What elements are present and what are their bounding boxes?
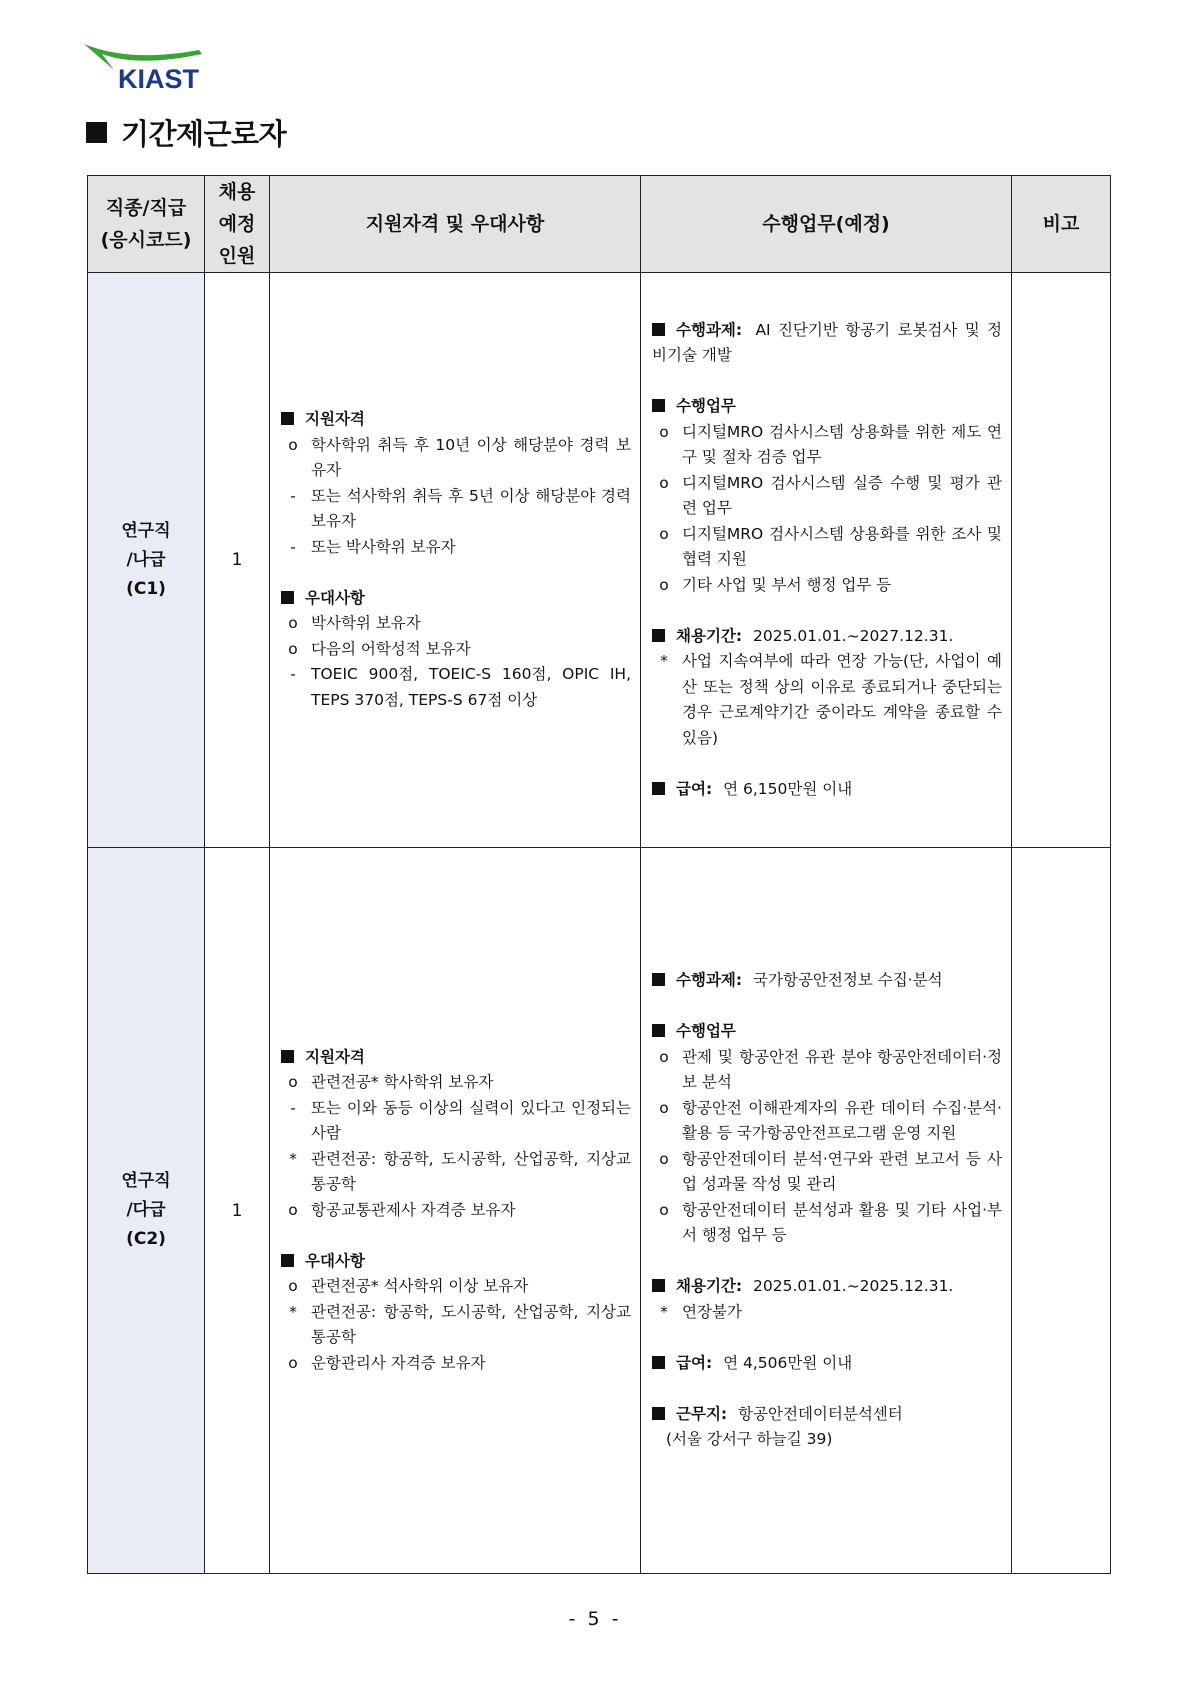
section-title: 급여: 연 4,506만원 이내 <box>652 1351 1002 1377</box>
square-bullet-icon <box>281 1254 294 1267</box>
list-item: - TOEIC 900점, TOEIC-S 160점, OPIC IH, TEPS 370점, TEPS-S 67점 이상 <box>281 662 631 713</box>
list-item: o 관련전공* 학사학위 보유자 <box>281 1070 631 1096</box>
square-bullet-icon <box>86 122 107 143</box>
remark-cell <box>1012 848 1111 1574</box>
section-title: 수행과제: AI 진단기반 항공기 로봇검사 및 정비기술 개발 <box>652 320 1002 365</box>
bullet-marker: o <box>288 435 298 454</box>
section-title: 지원자격 <box>281 407 631 433</box>
square-bullet-icon <box>652 629 665 642</box>
bullet-marker: o <box>659 1047 669 1066</box>
list-item: o 관제 및 항공안전 유관 분야 항공안전데이터·정보 분석 <box>652 1045 1002 1096</box>
bullet-marker: - <box>290 1098 296 1117</box>
square-bullet-icon <box>281 591 294 604</box>
section-title: 급여: 연 6,150만원 이내 <box>652 777 1002 803</box>
bullet-marker: - <box>290 537 296 556</box>
list-item: o 학사학위 취득 후 10년 이상 해당분야 경력 보유자 <box>281 433 631 484</box>
list-item: o 디지털MRO 검사시스템 실증 수행 및 평가 관련 업무 <box>652 471 1002 522</box>
list-item: * 관련전공: 항공학, 도시공학, 산업공학, 지상교통공학 <box>281 1300 631 1351</box>
bullet-marker: - <box>290 486 296 505</box>
list-item: o 디지털MRO 검사시스템 상용화를 위한 조사 및 협력 지원 <box>652 522 1002 573</box>
table-row <box>88 273 1111 848</box>
page-number: - 5 - <box>568 1608 622 1630</box>
kiast-logo <box>84 44 204 90</box>
bullet-marker: * <box>660 1302 668 1321</box>
section-title: 수행과제: 국가항공안전정보 수집·분석 <box>652 968 1002 994</box>
list-item: o 다음의 어학성적 보유자 <box>281 637 631 663</box>
bullet-marker: o <box>659 575 669 594</box>
header-count: 채용 예정 인원 <box>205 176 270 273</box>
list-item: - 또는 석사학위 취득 후 5년 이상 해당분야 경력 보유자 <box>281 484 631 535</box>
list-item: - 또는 이와 동등 이상의 실력이 있다고 인정되는 사람 <box>281 1096 631 1147</box>
section-title: 지원자격 <box>281 1045 631 1071</box>
bullet-marker: o <box>288 639 298 658</box>
spacer <box>281 560 631 586</box>
count-cell: 1 <box>205 848 270 1574</box>
spacer <box>652 1249 1002 1275</box>
list-item: * 관련전공: 항공학, 도시공학, 산업공학, 지상교통공학 <box>281 1147 631 1198</box>
bullet-marker: o <box>659 422 669 441</box>
qualification-cell <box>270 273 641 848</box>
list-item: * 사업 지속여부에 따라 연장 가능(단, 사업이 예산 또는 정책 상의 이유로 종료되거나 중단되는 경우 근로계약기간 중이라도 계약을 종료할 수 있음) <box>652 649 1002 751</box>
list-item: o 항공안전데이터 분석·연구와 관련 보고서 등 사업 성과물 작성 및 관리 <box>652 1147 1002 1198</box>
list-item: o 박사학위 보유자 <box>281 611 631 637</box>
list-item: o 항공안전 이해관계자의 유관 데이터 수집·분석·활용 등 국가항공안전프로그램 운영 지원 <box>652 1096 1002 1147</box>
square-bullet-icon <box>652 1279 665 1292</box>
duties-cell <box>641 273 1012 848</box>
bullet-marker: o <box>288 1073 298 1092</box>
bullet-marker: * <box>289 1302 297 1321</box>
remark-cell <box>1012 273 1111 848</box>
duties-cell <box>641 848 1012 1574</box>
square-bullet-icon <box>652 782 665 795</box>
spacer <box>652 994 1002 1020</box>
bullet-marker: * <box>289 1149 297 1168</box>
square-bullet-icon <box>652 399 665 412</box>
square-bullet-icon <box>652 973 665 986</box>
list-item: o 기타 사업 및 부서 행정 업무 등 <box>652 573 1002 599</box>
spacer <box>652 369 1002 395</box>
recruitment-table <box>87 175 1111 1574</box>
square-bullet-icon <box>652 1356 665 1369</box>
bullet-marker: o <box>288 1353 298 1372</box>
section-title: 수행업무 <box>652 394 1002 420</box>
section-title: 우대사항 <box>281 586 631 612</box>
table-row <box>88 848 1111 1574</box>
list-item: - 또는 박사학위 보유자 <box>281 535 631 561</box>
list-item: o 항공교통관제사 자격증 보유자 <box>281 1198 631 1224</box>
square-bullet-icon <box>652 323 665 336</box>
bullet-marker: o <box>659 1200 669 1219</box>
square-bullet-icon <box>652 1407 665 1420</box>
section-title: 채용기간: 2025.01.01.~2027.12.31. <box>652 624 1002 650</box>
count-cell: 1 <box>205 273 270 848</box>
table-header-row <box>88 176 1111 273</box>
section-title: 근무지: 항공안전데이터분석센터 <box>652 1402 1002 1428</box>
logo-text: KIAST <box>118 64 199 90</box>
section-title: 채용기간: 2025.01.01.~2025.12.31. <box>652 1274 1002 1300</box>
bullet-marker: o <box>288 1200 298 1219</box>
spacer <box>652 1376 1002 1402</box>
position-cell: 연구직 /나급 (C1) <box>88 273 205 848</box>
list-item: o 디지털MRO 검사시스템 상용화를 위한 제도 연구 및 절차 검증 업무 <box>652 420 1002 471</box>
heading-text: 기간제근로자 <box>121 117 287 151</box>
qualification-cell <box>270 848 641 1574</box>
section-title: 우대사항 <box>281 1249 631 1275</box>
list-item: o 항공안전데이터 분석성과 활용 및 기타 사업·부서 행정 업무 등 <box>652 1198 1002 1249</box>
list-item: o 운항관리사 자격증 보유자 <box>281 1351 631 1377</box>
spacer <box>652 1325 1002 1351</box>
square-bullet-icon <box>652 1024 665 1037</box>
bullet-marker: o <box>659 1098 669 1117</box>
position-cell: 연구직 /다급 (C2) <box>88 848 205 1574</box>
bullet-marker: o <box>659 1149 669 1168</box>
spacer <box>281 1223 631 1249</box>
bullet-marker: o <box>659 473 669 492</box>
square-bullet-icon <box>281 412 294 425</box>
spacer <box>652 598 1002 624</box>
header-position: 직종/직급 (응시코드) <box>88 176 205 273</box>
list-item: o 관련전공* 석사학위 이상 보유자 <box>281 1274 631 1300</box>
header-qualification: 지원자격 및 우대사항 <box>270 176 641 273</box>
section-title: 수행업무 <box>652 1019 1002 1045</box>
list-item: * 연장불가 <box>652 1300 1002 1326</box>
square-bullet-icon <box>281 1050 294 1063</box>
header-remark: 비고 <box>1012 176 1111 273</box>
bullet-marker: * <box>660 652 668 671</box>
bullet-marker: o <box>288 1277 298 1296</box>
bullet-marker: - <box>290 665 296 683</box>
section-heading <box>86 112 286 153</box>
spacer <box>652 751 1002 777</box>
bullet-marker: o <box>659 524 669 543</box>
header-duties: 수행업무(예정) <box>641 176 1012 273</box>
bullet-marker: o <box>288 614 298 632</box>
list-item: (서울 강서구 하늘길 39) <box>666 1430 833 1449</box>
